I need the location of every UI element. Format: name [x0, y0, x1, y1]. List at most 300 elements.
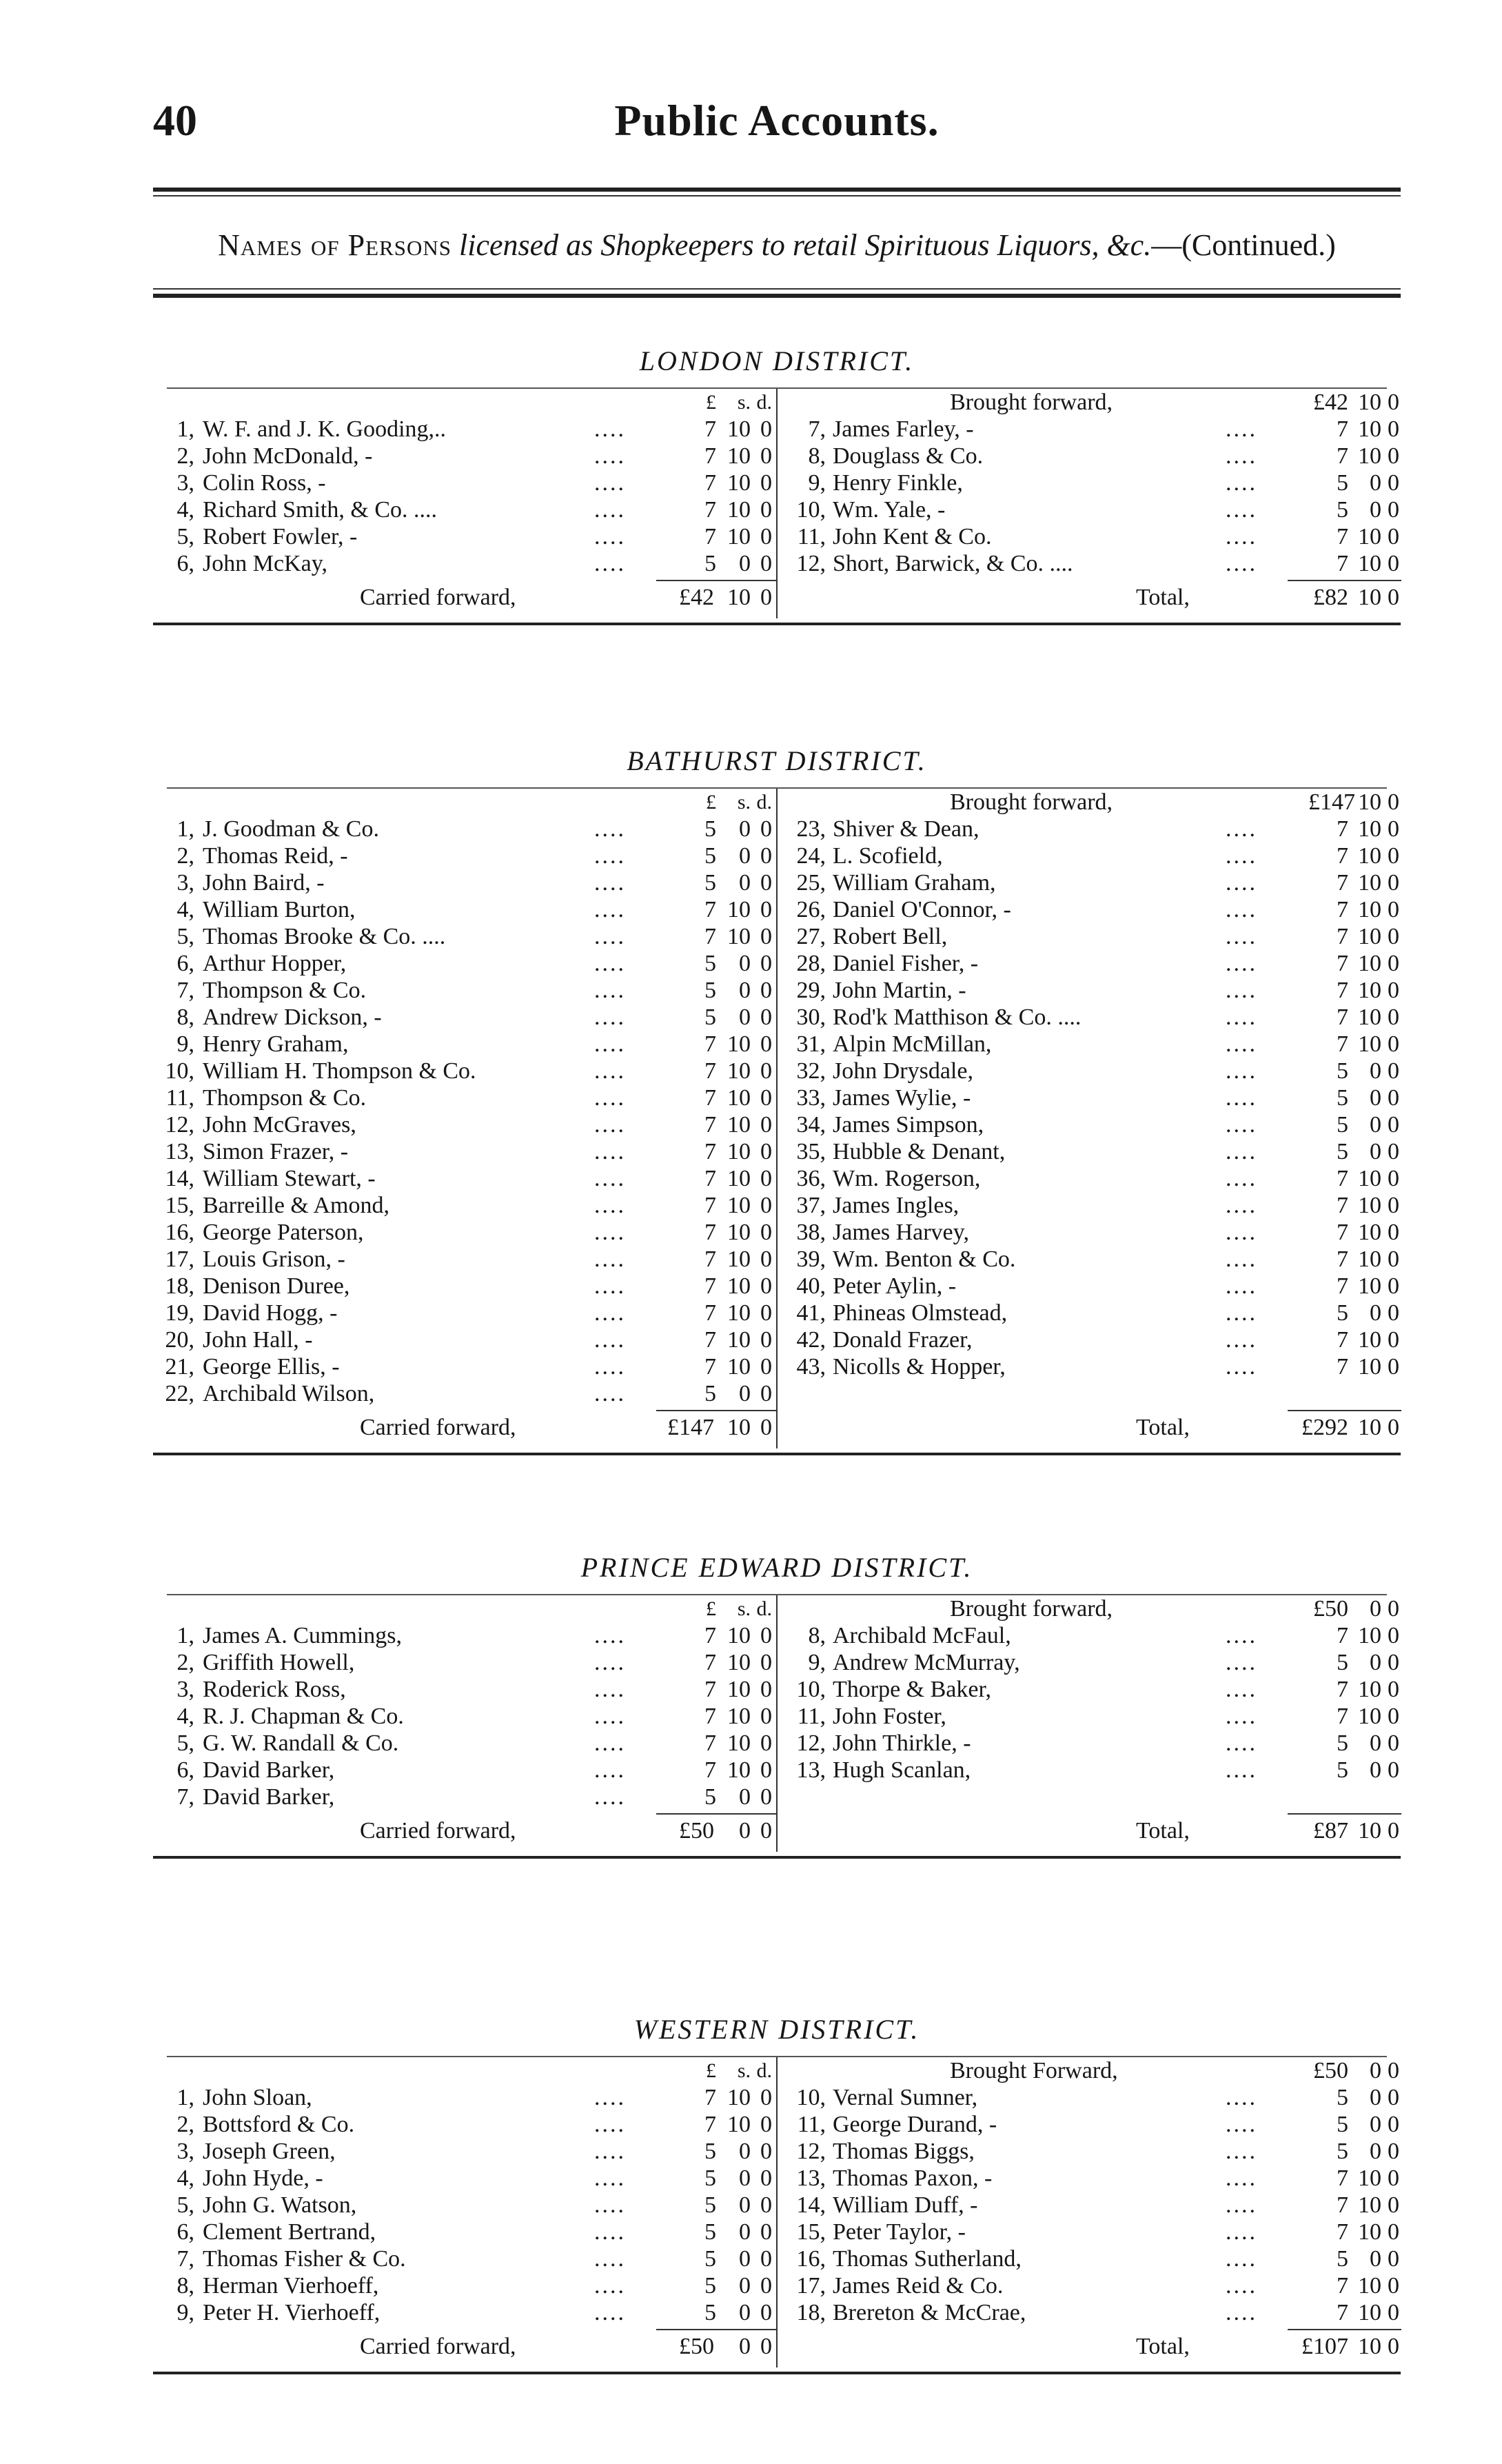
- carried-forward-label: Carried forward,: [360, 1415, 516, 1440]
- leader-dots: ....: [1226, 551, 1257, 576]
- district-section: [153, 345, 1401, 625]
- leader-dots: ....: [594, 1193, 626, 1218]
- page-header: [153, 95, 1401, 157]
- leader-dots: ....: [1226, 497, 1257, 523]
- amount-shillings: 10: [1358, 551, 1381, 576]
- amount-pence: 0: [760, 1193, 772, 1218]
- amount-pence: 0: [1388, 1085, 1399, 1111]
- carried-forward-shillings: 10: [727, 585, 751, 610]
- amount-shillings: 10: [1358, 870, 1381, 896]
- amount-pounds: 5: [704, 2273, 716, 2299]
- licensee-row: [778, 842, 1401, 869]
- amount-pounds: 5: [704, 1784, 716, 1810]
- amount-pounds: 7: [1337, 1623, 1348, 1648]
- licensee-row: [153, 2219, 776, 2245]
- leader-dots: ....: [1226, 1004, 1257, 1030]
- amount-pence: 0: [1388, 497, 1399, 523]
- licensee-name: John Hall, -: [203, 1327, 313, 1353]
- leader-dots: ....: [1226, 978, 1257, 1003]
- leader-dots: ....: [594, 1031, 626, 1057]
- amount-shillings: 10: [1358, 2273, 1381, 2299]
- amount-pence: 0: [760, 843, 772, 869]
- amount-pounds: 7: [1337, 2192, 1348, 2218]
- amount-pounds: 7: [1337, 870, 1348, 896]
- entry-number: 24,: [796, 843, 826, 869]
- carried-forward-pence: 0: [760, 585, 772, 610]
- amount-shillings: 10: [1358, 1273, 1381, 1299]
- amount-shillings: 10: [1358, 2300, 1381, 2325]
- leader-dots: ....: [1226, 1112, 1257, 1138]
- leader-dots: ....: [1226, 1193, 1257, 1218]
- amount-pence: 0: [1388, 870, 1399, 896]
- amount-shillings: 10: [1358, 1220, 1381, 1245]
- licensee-name: Wm. Rogerson,: [833, 1166, 981, 1191]
- amount-shillings: 10: [727, 1273, 751, 1299]
- licensee-row: [153, 869, 776, 896]
- licensee-name: David Hogg, -: [203, 1300, 338, 1326]
- subtitle-rule: [153, 288, 1401, 290]
- licensee-name: Griffith Howell,: [203, 1650, 355, 1675]
- entry-number: 6,: [176, 551, 194, 576]
- licensee-row: [153, 1246, 776, 1273]
- amount-pounds: 5: [1337, 2085, 1348, 2110]
- amount-shillings: 10: [727, 524, 751, 549]
- entry-number: 4,: [176, 497, 194, 523]
- district-section: [153, 2013, 1401, 2374]
- licensee-name: James Harvey,: [833, 1220, 969, 1245]
- entry-number: 33,: [796, 1085, 826, 1111]
- amount-pence: 0: [1388, 2219, 1399, 2245]
- licensee-name: L. Scofield,: [833, 843, 943, 869]
- licensee-row: [153, 923, 776, 950]
- amount-pence: 0: [1388, 2112, 1399, 2137]
- amount-pounds: 5: [704, 2246, 716, 2272]
- licensee-row: [153, 496, 776, 523]
- amount-shillings: 0: [739, 951, 751, 976]
- licensee-row: [778, 1219, 1401, 1246]
- amount-pounds: 7: [1337, 1704, 1348, 1729]
- total-label: Total,: [1136, 585, 1190, 610]
- amount-pounds: 5: [704, 2165, 716, 2191]
- amount-pence: 0: [760, 1273, 772, 1299]
- amount-pounds: 7: [1337, 443, 1348, 469]
- licensee-name: Simon Frazer, -: [203, 1139, 349, 1164]
- brought-forward-pounds: £50: [1313, 2058, 1348, 2083]
- shillings-header: s.: [737, 2059, 751, 2082]
- entry-number: 13,: [796, 2165, 826, 2191]
- entry-number: 1,: [176, 2085, 194, 2110]
- carried-forward-pence: 0: [760, 1415, 772, 1440]
- leader-dots: ....: [1226, 2085, 1257, 2110]
- licensee-row: [778, 1111, 1401, 1138]
- amount-shillings: 10: [727, 1031, 751, 1057]
- licensee-row: [778, 2165, 1401, 2192]
- leader-dots: ....: [1226, 1273, 1257, 1299]
- entry-number: 8,: [808, 443, 826, 469]
- leader-dots: ....: [1226, 443, 1257, 469]
- amount-shillings: 0: [1370, 2246, 1381, 2272]
- licensee-name: J. Goodman & Co.: [203, 816, 379, 842]
- amount-shillings: 10: [1358, 443, 1381, 469]
- right-column: [778, 2057, 1401, 2367]
- amount-shillings: 10: [1358, 1004, 1381, 1030]
- licensee-name: David Barker,: [203, 1784, 335, 1810]
- amount-pounds: 7: [1337, 416, 1348, 442]
- amount-pounds: 7: [1337, 1166, 1348, 1191]
- licensee-row: [153, 1300, 776, 1326]
- licensee-row: [153, 1273, 776, 1300]
- subtitle-rule-thick: [153, 294, 1401, 298]
- entry-number: 4,: [176, 2165, 194, 2191]
- amount-pence: 0: [1388, 843, 1399, 869]
- amount-pence: 0: [760, 951, 772, 976]
- entry-number: 39,: [796, 1246, 826, 1272]
- amount-shillings: 10: [727, 897, 751, 922]
- amount-shillings: 10: [727, 1193, 751, 1218]
- total-label: Total,: [1136, 2334, 1190, 2359]
- amount-shillings: 0: [739, 1381, 751, 1406]
- licensee-row: [778, 1757, 1401, 1784]
- leader-dots: ....: [594, 1273, 626, 1299]
- shillings-header: s.: [737, 791, 751, 814]
- total-row: [778, 1810, 1401, 1852]
- amount-pounds: 5: [1337, 1112, 1348, 1138]
- brought-forward-row: [778, 2057, 1401, 2084]
- entry-number: 10,: [796, 2085, 826, 2110]
- amount-shillings: 10: [727, 2112, 751, 2137]
- amount-pence: 0: [1388, 1730, 1399, 1756]
- leader-dots: ....: [1226, 524, 1257, 549]
- licensee-name: Thomas Sutherland,: [833, 2246, 1022, 2272]
- licensee-name: Daniel O'Connor, -: [833, 897, 1011, 922]
- entry-number: 18,: [796, 2300, 826, 2325]
- amount-shillings: 0: [739, 1004, 751, 1030]
- amount-pence: 0: [760, 1004, 772, 1030]
- entry-number: 15,: [165, 1193, 194, 1218]
- amount-pounds: 7: [704, 1650, 716, 1675]
- amount-pounds: 7: [1337, 2219, 1348, 2245]
- amount-pence: 0: [760, 1327, 772, 1353]
- licensee-name: George Durand, -: [833, 2112, 997, 2137]
- licensee-name: Thompson & Co.: [203, 1085, 367, 1111]
- entry-number: 6,: [176, 1757, 194, 1783]
- brought-forward-pence: 0: [1388, 1596, 1399, 1622]
- brought-forward-label: Brought Forward,: [950, 2058, 1118, 2083]
- licensee-row: [778, 1246, 1401, 1273]
- entry-number: 26,: [796, 897, 826, 922]
- entry-number: 11,: [797, 524, 826, 549]
- amount-pounds: 5: [704, 2300, 716, 2325]
- leader-dots: ....: [1226, 843, 1257, 869]
- carried-forward-pence: 0: [760, 2334, 772, 2359]
- carried-forward-label: Carried forward,: [360, 1818, 516, 1844]
- licensee-name: Thorpe & Baker,: [833, 1677, 991, 1702]
- amount-pounds: 5: [1337, 2139, 1348, 2164]
- leader-dots: ....: [594, 443, 626, 469]
- licensee-name: James A. Cummings,: [203, 1623, 403, 1648]
- licensee-row: [153, 2111, 776, 2138]
- licensee-name: Short, Barwick, & Co. ....: [833, 551, 1073, 576]
- amount-pence: 0: [1388, 416, 1399, 442]
- licensee-name: Bottsford & Co.: [203, 2112, 355, 2137]
- entry-number: 2,: [176, 2112, 194, 2137]
- pence-header: d.: [756, 791, 772, 814]
- licensee-row: [778, 550, 1401, 577]
- amount-pence: 0: [1388, 1300, 1399, 1326]
- leader-dots: ....: [594, 1058, 626, 1084]
- amount-shillings: 10: [727, 1354, 751, 1380]
- brought-forward-shillings: 10: [1358, 789, 1381, 815]
- district-columns: [153, 789, 1401, 1448]
- amount-pence: 0: [760, 1704, 772, 1729]
- brought-forward-pence: 0: [1388, 2058, 1399, 2083]
- amount-shillings: 10: [727, 470, 751, 496]
- leader-dots: ....: [1226, 1085, 1257, 1111]
- licensee-row: [153, 1380, 776, 1407]
- carried-forward-shillings: 10: [727, 1415, 751, 1440]
- amount-pence: 0: [760, 2273, 772, 2299]
- entry-number: 16,: [165, 1220, 194, 1245]
- licensee-name: John McDonald, -: [203, 443, 373, 469]
- entry-number: 38,: [796, 1220, 826, 1245]
- amount-pounds: 7: [704, 1139, 716, 1164]
- entry-number: 31,: [796, 1031, 826, 1057]
- entry-number: 11,: [165, 1085, 194, 1111]
- left-column: [153, 389, 778, 618]
- entry-number: 4,: [176, 1704, 194, 1729]
- amount-pence: 0: [760, 443, 772, 469]
- entry-number: 2,: [176, 1650, 194, 1675]
- entry-number: 42,: [796, 1327, 826, 1353]
- page-number: 40: [153, 96, 197, 145]
- amount-shillings: 0: [1370, 497, 1381, 523]
- entry-number: 16,: [796, 2246, 826, 2272]
- licensee-row: [778, 496, 1401, 523]
- district-name: LONDON DISTRICT.: [639, 345, 915, 376]
- licensee-row: [778, 950, 1401, 977]
- licensee-row: [778, 469, 1401, 496]
- licensee-row: [778, 1353, 1401, 1380]
- brought-forward-pence: 0: [1388, 789, 1399, 815]
- carried-forward-shillings: 0: [739, 2334, 751, 2359]
- amount-pence: 0: [760, 2085, 772, 2110]
- section-subtitle: [153, 228, 1401, 263]
- amount-pence: 0: [1388, 1757, 1399, 1783]
- amount-pence: 0: [760, 1300, 772, 1326]
- licensee-row: [778, 2245, 1401, 2272]
- amount-shillings: 0: [739, 2192, 751, 2218]
- amount-pounds: 5: [1337, 1085, 1348, 1111]
- brought-forward-pounds: £50: [1313, 1596, 1348, 1622]
- entry-number: 6,: [176, 2219, 194, 2245]
- amount-shillings: 0: [739, 2246, 751, 2272]
- amount-pence: 0: [1388, 524, 1399, 549]
- licensee-name: James Wylie, -: [833, 1085, 971, 1111]
- leader-dots: ....: [594, 1757, 626, 1783]
- leader-dots: ....: [594, 2246, 626, 2272]
- amount-pence: 0: [1388, 978, 1399, 1003]
- amount-pounds: 5: [704, 551, 716, 576]
- licensee-name: John Kent & Co.: [833, 524, 992, 549]
- amount-pounds: 5: [1337, 1300, 1348, 1326]
- leader-dots: ....: [594, 1354, 626, 1380]
- amount-shillings: 10: [727, 1730, 751, 1756]
- amount-pounds: 7: [704, 1273, 716, 1299]
- entry-number: 8,: [808, 1623, 826, 1648]
- licensee-name: Daniel Fisher, -: [833, 951, 979, 976]
- page-title: Public Accounts.: [614, 96, 940, 145]
- licensee-name: Barreille & Amond,: [203, 1193, 390, 1218]
- leader-dots: ....: [594, 978, 626, 1003]
- amount-pounds: 7: [1337, 1327, 1348, 1353]
- licensee-row: [778, 1676, 1401, 1703]
- amount-shillings: 10: [727, 924, 751, 949]
- leader-dots: ....: [594, 1730, 626, 1756]
- entry-number: 9,: [176, 1031, 194, 1057]
- leader-dots: ....: [594, 1085, 626, 1111]
- amount-pence: 0: [1388, 443, 1399, 469]
- amount-shillings: 0: [1370, 2139, 1381, 2164]
- entry-number: 41,: [796, 1300, 826, 1326]
- leader-dots: ....: [594, 416, 626, 442]
- entry-number: 7,: [176, 1784, 194, 1810]
- currency-header: [153, 1595, 776, 1622]
- leader-dots: ....: [1226, 1623, 1257, 1648]
- amount-pence: 0: [760, 897, 772, 922]
- brought-forward-shillings: 0: [1370, 2058, 1381, 2083]
- leader-dots: ....: [1226, 2300, 1257, 2325]
- licensee-row: [153, 1703, 776, 1730]
- amount-pounds: 5: [704, 1004, 716, 1030]
- carried-forward-label: Carried forward,: [360, 585, 516, 610]
- amount-shillings: 10: [727, 1112, 751, 1138]
- licensee-name: Denison Duree,: [203, 1273, 350, 1299]
- leader-dots: ....: [594, 1220, 626, 1245]
- brought-forward-row: [778, 389, 1401, 416]
- amount-pence: 0: [1388, 1220, 1399, 1245]
- leader-dots: ....: [594, 2273, 626, 2299]
- amount-pounds: 7: [704, 1623, 716, 1648]
- entry-number: 23,: [796, 816, 826, 842]
- amount-shillings: 0: [1370, 2112, 1381, 2137]
- licensee-name: John Martin, -: [833, 978, 966, 1003]
- licensee-row: [778, 1703, 1401, 1730]
- licensee-name: John Foster,: [833, 1704, 946, 1729]
- amount-shillings: 10: [1358, 951, 1381, 976]
- licensee-row: [153, 523, 776, 550]
- brought-forward-row: [778, 1595, 1401, 1622]
- amount-pence: 0: [760, 1381, 772, 1406]
- leader-dots: ....: [594, 470, 626, 496]
- licensee-name: Douglass & Co.: [833, 443, 984, 469]
- entry-number: 15,: [796, 2219, 826, 2245]
- carried-forward-label: Carried forward,: [360, 2334, 516, 2359]
- licensee-row: [778, 416, 1401, 443]
- licensee-row: [153, 950, 776, 977]
- licensee-row: [153, 1676, 776, 1703]
- licensee-row: [153, 2299, 776, 2326]
- licensee-name: Donald Frazer,: [833, 1327, 973, 1353]
- amount-pounds: 7: [704, 2085, 716, 2110]
- total-row: [778, 2326, 1401, 2367]
- entry-number: 6,: [176, 951, 194, 976]
- district-columns: [153, 2057, 1401, 2367]
- amount-shillings: 10: [1358, 1327, 1381, 1353]
- licensee-row: [153, 1031, 776, 1058]
- licensee-row: [778, 977, 1401, 1004]
- licensee-name: Henry Graham,: [203, 1031, 349, 1057]
- licensee-row: [153, 1084, 776, 1111]
- licensee-name: Thompson & Co.: [203, 978, 367, 1003]
- amount-shillings: 0: [739, 870, 751, 896]
- entry-number: 12,: [796, 551, 826, 576]
- amount-pounds: 5: [704, 2192, 716, 2218]
- leader-dots: ....: [1226, 1166, 1257, 1191]
- amount-pence: 0: [760, 524, 772, 549]
- entry-number: 13,: [796, 1757, 826, 1783]
- licensee-name: James Farley, -: [833, 416, 974, 442]
- amount-shillings: 10: [727, 1300, 751, 1326]
- amount-pounds: 7: [1337, 951, 1348, 976]
- licensee-name: John Sloan,: [203, 2085, 312, 2110]
- leader-dots: ....: [1226, 1757, 1257, 1783]
- amount-pence: 0: [760, 2165, 772, 2191]
- amount-shillings: 0: [739, 2219, 751, 2245]
- amount-pence: 0: [1388, 2085, 1399, 2110]
- amount-pounds: 7: [704, 1757, 716, 1783]
- entry-number: 13,: [165, 1139, 194, 1164]
- amount-shillings: 10: [727, 443, 751, 469]
- amount-pence: 0: [760, 1058, 772, 1084]
- amount-pence: 0: [760, 1112, 772, 1138]
- licensee-row: [778, 1031, 1401, 1058]
- amount-shillings: 10: [727, 497, 751, 523]
- entry-number: 5,: [176, 924, 194, 949]
- amount-shillings: 0: [1370, 1139, 1381, 1164]
- total-label: Total,: [1136, 1415, 1190, 1440]
- amount-pence: 0: [1388, 1246, 1399, 1272]
- licensee-row: [153, 2245, 776, 2272]
- amount-pounds: 7: [704, 1031, 716, 1057]
- licensee-name: Phineas Olmstead,: [833, 1300, 1008, 1326]
- amount-shillings: 0: [1370, 1300, 1381, 1326]
- amount-pounds: 7: [1337, 1031, 1348, 1057]
- amount-pounds: 5: [704, 951, 716, 976]
- amount-pounds: 7: [704, 1112, 716, 1138]
- amount-pence: 0: [1388, 1354, 1399, 1380]
- amount-pounds: 7: [704, 1704, 716, 1729]
- licensee-row: [778, 1273, 1401, 1300]
- amount-pounds: 5: [704, 870, 716, 896]
- pounds-header: £: [706, 2059, 716, 2082]
- licensee-name: Vernal Sumner,: [833, 2085, 978, 2110]
- amount-pence: 0: [1388, 470, 1399, 496]
- leader-dots: ....: [1226, 2165, 1257, 2191]
- brought-forward-row: [778, 789, 1401, 816]
- leader-dots: ....: [1226, 2112, 1257, 2137]
- entry-number: 1,: [176, 1623, 194, 1648]
- amount-shillings: 0: [1370, 1112, 1381, 1138]
- total-pounds: £82: [1313, 585, 1348, 610]
- brought-forward-pounds: £42: [1313, 390, 1348, 415]
- licensee-row: [778, 869, 1401, 896]
- total-label: Total,: [1136, 1818, 1190, 1844]
- amount-pence: 0: [1388, 2165, 1399, 2191]
- licensee-name: Rod'k Matthison & Co. ....: [833, 1004, 1082, 1030]
- leader-dots: ....: [1226, 951, 1257, 976]
- amount-shillings: 0: [739, 1784, 751, 1810]
- licensee-name: John Drysdale,: [833, 1058, 973, 1084]
